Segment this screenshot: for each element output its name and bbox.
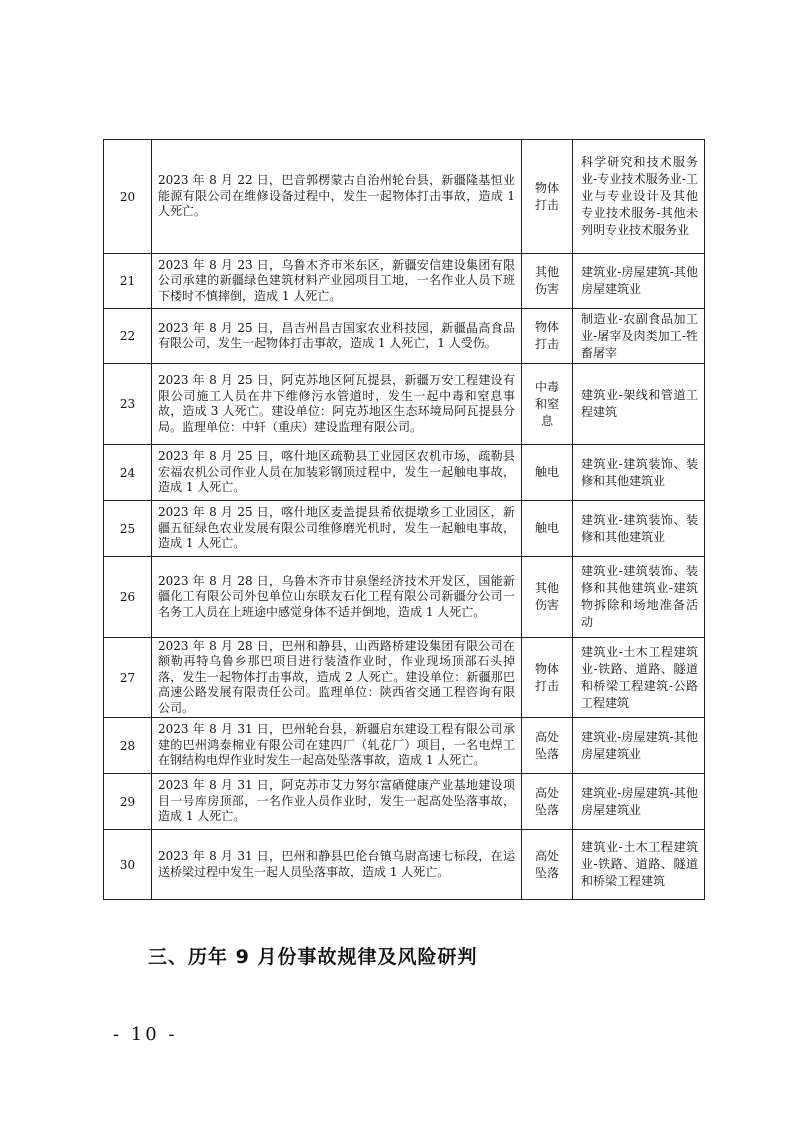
row-description-cell (152, 638, 522, 718)
row-accident-type: 高处坠落 (534, 785, 559, 817)
row-industry: 制造业-农副食品加工业-屠宰及肉类加工-牲畜屠宰 (581, 311, 698, 360)
row-accident-type-cell (522, 364, 573, 445)
row-number-cell (104, 254, 152, 309)
row-industry: 建筑业-建筑装饰、装修和其他建筑业 (581, 456, 698, 488)
row-description: 2023 年 8 月 25 日，昌吉州昌吉国家农业科技园，新疆晶高食品有限公司，发生一起物体打击事故，造成 1 人死亡，1 人受伤。 (158, 320, 515, 350)
row-accident-type-cell (522, 638, 573, 718)
row-description-cell (152, 254, 522, 309)
row-number: 29 (119, 794, 136, 809)
table-row (104, 830, 705, 900)
row-accident-type-cell (522, 501, 573, 557)
row-number-cell (104, 557, 152, 638)
row-description: 2023 年 8 月 31 日，巴州和静县巴伦台镇乌尉高速七标段，在运送桥梁过程中发生一起人员坠落事故，造成 1 人死亡。 (158, 849, 515, 879)
row-description-cell (152, 309, 522, 364)
row-number: 22 (119, 329, 136, 343)
row-industry-cell (573, 254, 705, 309)
row-number-cell (104, 309, 152, 364)
accident-table (103, 139, 705, 900)
row-number-cell (104, 830, 152, 900)
row-industry: 建筑业-土木工程建筑业-铁路、道路、隧道和桥梁工程建筑-公路工程建筑 (581, 644, 698, 710)
table-row (104, 557, 705, 638)
table-row (104, 718, 705, 774)
row-accident-type: 物体打击 (534, 661, 559, 693)
row-description: 2023 年 8 月 28 日，巴州和静县，山西路桥建设集团有限公司在额勒再特乌鲁乡那巴项目进行装渣作业时，作业现场顶部石头掉落，发生一起物体打击事故，造成 2 人死亡。建设单位：新疆那巴高速公路发展有限责任公司。监理单位：陕西省交通工程咨询有限公司。 (158, 638, 515, 715)
row-description: 2023 年 8 月 31 日，阿克苏市艾力努尔富硒健康产业基地建设项目一号库房顶部，一名作业人员作业时，发生一起高处坠落事故，造成 1 人死亡。 (158, 778, 515, 824)
row-number: 27 (119, 670, 136, 685)
row-accident-type-cell (522, 254, 573, 309)
row-accident-type-cell (522, 309, 573, 364)
row-accident-type-cell (522, 140, 573, 254)
row-industry-cell (573, 774, 705, 830)
row-number: 30 (119, 857, 136, 872)
row-industry: 建筑业-房屋建筑-其他房屋建筑业 (581, 729, 698, 761)
row-industry-cell (573, 501, 705, 557)
row-industry-cell (573, 830, 705, 900)
row-description-cell (152, 718, 522, 774)
row-accident-type-cell (522, 718, 573, 774)
row-industry: 建筑业-土木工程建筑业-铁路、道路、隧道和桥梁工程建筑 (581, 840, 698, 888)
row-description: 2023 年 8 月 25 日，阿克苏地区阿瓦提县，新疆万安工程建设有限公司施工人员在井下维修污水管道时，发生一起中毒和窒息事故，造成 3 人死亡。建设单位：阿克苏地区生态环境局阿瓦提县分局。监理单位：中轩（重庆）建设监理有限公司。 (158, 373, 515, 434)
table-row (104, 364, 705, 445)
row-industry: 科学研究和技术服务业-专业技术服务业-工业与专业设计及其他专业技术服务-其他未列明专业技术服务业 (581, 155, 698, 237)
row-description-cell (152, 774, 522, 830)
section-heading: 三、历年 9 月份事故规律及风险研判 (148, 946, 478, 968)
row-description-cell (152, 557, 522, 638)
row-number-cell (104, 140, 152, 254)
row-accident-type: 物体打击 (534, 180, 559, 212)
table-row (104, 254, 705, 309)
row-description: 2023 年 8 月 23 日，乌鲁木齐市米东区，新疆安信建设集团有限公司承建的新疆绿色建筑材料产业园项目工地，一名作业人员下班下楼时不慎摔倒，造成 1 人死亡。 (158, 257, 515, 303)
row-accident-type: 高处坠落 (534, 729, 559, 761)
row-description-cell (152, 140, 522, 254)
row-industry: 建筑业-建筑装饰、装修和其他建筑业-建筑物拆除和场地准备活动 (581, 564, 698, 629)
row-industry: 建筑业-架线和管道工程建筑 (581, 388, 698, 419)
row-accident-type: 触电 (534, 521, 559, 535)
row-description: 2023 年 8 月 31 日，巴州轮台县，新疆启东建设工程有限公司承建的巴州鸿泰棉业有限公司在建四厂（轧花厂）项目，一名电焊工在钢结构电焊作业时发生一起高处坠落事故，造成 1 人死亡。 (158, 722, 515, 768)
row-number: 21 (119, 274, 136, 288)
row-accident-type-cell (522, 557, 573, 638)
row-description-cell (152, 501, 522, 557)
row-accident-type-cell (522, 830, 573, 900)
row-accident-type: 高处坠落 (534, 848, 559, 880)
row-accident-type-cell (522, 774, 573, 830)
row-description-cell (152, 364, 522, 445)
row-description-cell (152, 445, 522, 501)
row-number: 26 (119, 590, 136, 604)
row-accident-type: 其他伤害 (534, 581, 559, 612)
row-industry: 建筑业-房屋建筑-其他房屋建筑业 (581, 265, 698, 296)
row-industry-cell (573, 638, 705, 718)
row-accident-type: 中毒和窒息 (534, 379, 559, 428)
row-number-cell (104, 445, 152, 501)
row-accident-type: 其他伤害 (534, 265, 559, 296)
row-description: 2023 年 8 月 22 日，巴音郭楞蒙古自治州轮台县，新疆隆基恒业能源有限公司在维修设备过程中，发生一起物体打击事故，造成 1 人死亡。 (158, 173, 515, 219)
page-number: - 10 - (113, 1024, 178, 1045)
table-row (104, 309, 705, 364)
row-accident-type: 触电 (534, 465, 559, 479)
row-description: 2023 年 8 月 25 日，喀什地区疏勒县工业园区农机市场，疏勒县宏福农机公司作业人员在加装彩钢顶过程中，发生一起触电事故，造成 1 人死亡。 (158, 449, 515, 495)
row-number-cell (104, 364, 152, 445)
row-number: 23 (119, 397, 136, 411)
row-industry-cell (573, 445, 705, 501)
table-row (104, 445, 705, 501)
row-accident-type-cell (522, 445, 573, 501)
row-number-cell (104, 774, 152, 830)
row-number-cell (104, 501, 152, 557)
row-number-cell (104, 638, 152, 718)
row-industry-cell (573, 140, 705, 254)
row-description-cell (152, 830, 522, 900)
row-number: 24 (119, 465, 136, 480)
row-industry-cell (573, 364, 705, 445)
row-number-cell (104, 718, 152, 774)
row-number: 28 (119, 738, 136, 753)
table-row (104, 774, 705, 830)
row-industry-cell (573, 309, 705, 364)
row-industry: 建筑业-房屋建筑-其他房屋建筑业 (581, 785, 698, 817)
table-row (104, 140, 705, 254)
table-row (104, 501, 705, 557)
table-row (104, 638, 705, 718)
row-industry-cell (573, 557, 705, 638)
row-industry-cell (573, 718, 705, 774)
row-number: 20 (119, 189, 136, 204)
row-description: 2023 年 8 月 25 日，喀什地区麦盖提县希依提墩乡工业园区，新疆五征绿色农业发展有限公司维修磨光机时，发生一起触电事故，造成 1 人死亡。 (158, 505, 515, 551)
row-number: 25 (119, 521, 136, 536)
row-accident-type: 物体打击 (534, 320, 559, 351)
row-description: 2023 年 8 月 28 日，乌鲁木齐市甘泉堡经济技术开发区，国能新疆化工有限公司外包单位山东联友石化工程有限公司新疆分公司一名务工人员在上班途中感觉身体不适并倒地，造成 1 人死亡。 (158, 573, 515, 619)
row-industry: 建筑业-建筑装饰、装修和其他建筑业 (581, 512, 698, 544)
